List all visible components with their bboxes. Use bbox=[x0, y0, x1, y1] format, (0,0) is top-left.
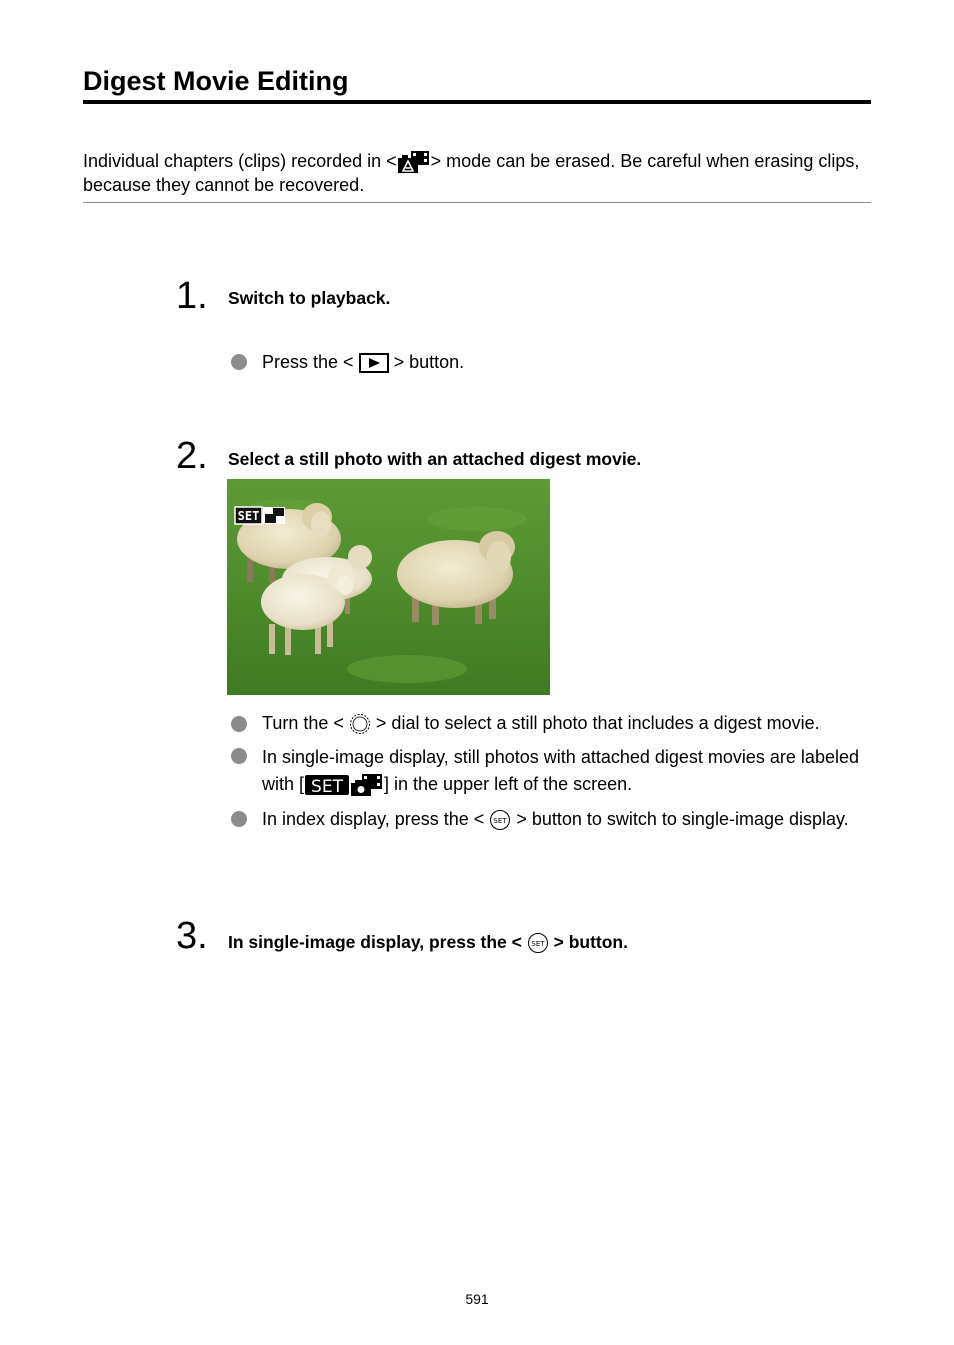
bullet-icon bbox=[231, 716, 247, 732]
step-1-title: Switch to playback. bbox=[228, 288, 391, 308]
step-2-bullet-2 bbox=[262, 744, 862, 798]
set-button-label: SET bbox=[493, 817, 507, 826]
bullet-text-after: ] in the upper left of the screen. bbox=[384, 774, 633, 794]
step-3-title bbox=[228, 931, 628, 954]
page-title: Digest Movie Editing bbox=[83, 64, 871, 104]
set-button-label: SET bbox=[531, 940, 545, 949]
set-digest-label-icon bbox=[235, 507, 285, 524]
set-digest-label-icon bbox=[304, 773, 384, 797]
step-2-bullet-3 bbox=[262, 807, 862, 831]
step-3-title-before: In single-image display, press the < bbox=[228, 932, 522, 952]
intro-paragraph bbox=[83, 150, 871, 203]
photo-set-label: SET bbox=[237, 509, 260, 523]
bullet-text-before: In index display, press the < bbox=[262, 809, 485, 829]
set-button-icon bbox=[527, 932, 549, 954]
step-2-number: 2. bbox=[176, 435, 208, 477]
intro-text-after: > mode can be erased. Be careful when erasing clips, because they cannot be recovered. bbox=[83, 151, 860, 196]
bullet-text-after: > button to switch to single-image display. bbox=[516, 809, 849, 829]
bullet-icon bbox=[231, 811, 247, 827]
bullet-text-before: Turn the < bbox=[262, 713, 344, 733]
bullet-text-after: > button. bbox=[393, 352, 465, 372]
bullet-icon bbox=[231, 354, 247, 370]
step-2-bullet-1 bbox=[262, 711, 862, 735]
digest-movie-mode-icon bbox=[397, 150, 431, 174]
sheep-photo bbox=[227, 479, 550, 695]
step-3-title-after: > button. bbox=[553, 932, 628, 952]
step-2-title: Select a still photo with an attached digest movie. bbox=[228, 449, 642, 469]
quick-control-dial-icon bbox=[349, 713, 371, 735]
step-3-number: 3. bbox=[176, 915, 208, 957]
bullet-text-after: > dial to select a still photo that includes a digest movie. bbox=[375, 713, 820, 733]
page-number: 591 bbox=[465, 1291, 489, 1307]
bullet-icon bbox=[231, 748, 247, 764]
step-1-number: 1. bbox=[176, 275, 208, 317]
set-label-text: SET bbox=[311, 777, 343, 798]
set-button-icon bbox=[489, 809, 511, 831]
intro-text-before: Individual chapters (clips) recorded in < bbox=[83, 151, 397, 171]
playback-button-icon bbox=[359, 353, 389, 373]
bullet-text-before: In single-image display, still photos with attached digest movies are labeled with [ bbox=[262, 747, 859, 794]
step-1-bullet-1 bbox=[262, 350, 862, 374]
bullet-text-before: Press the < bbox=[262, 352, 354, 372]
